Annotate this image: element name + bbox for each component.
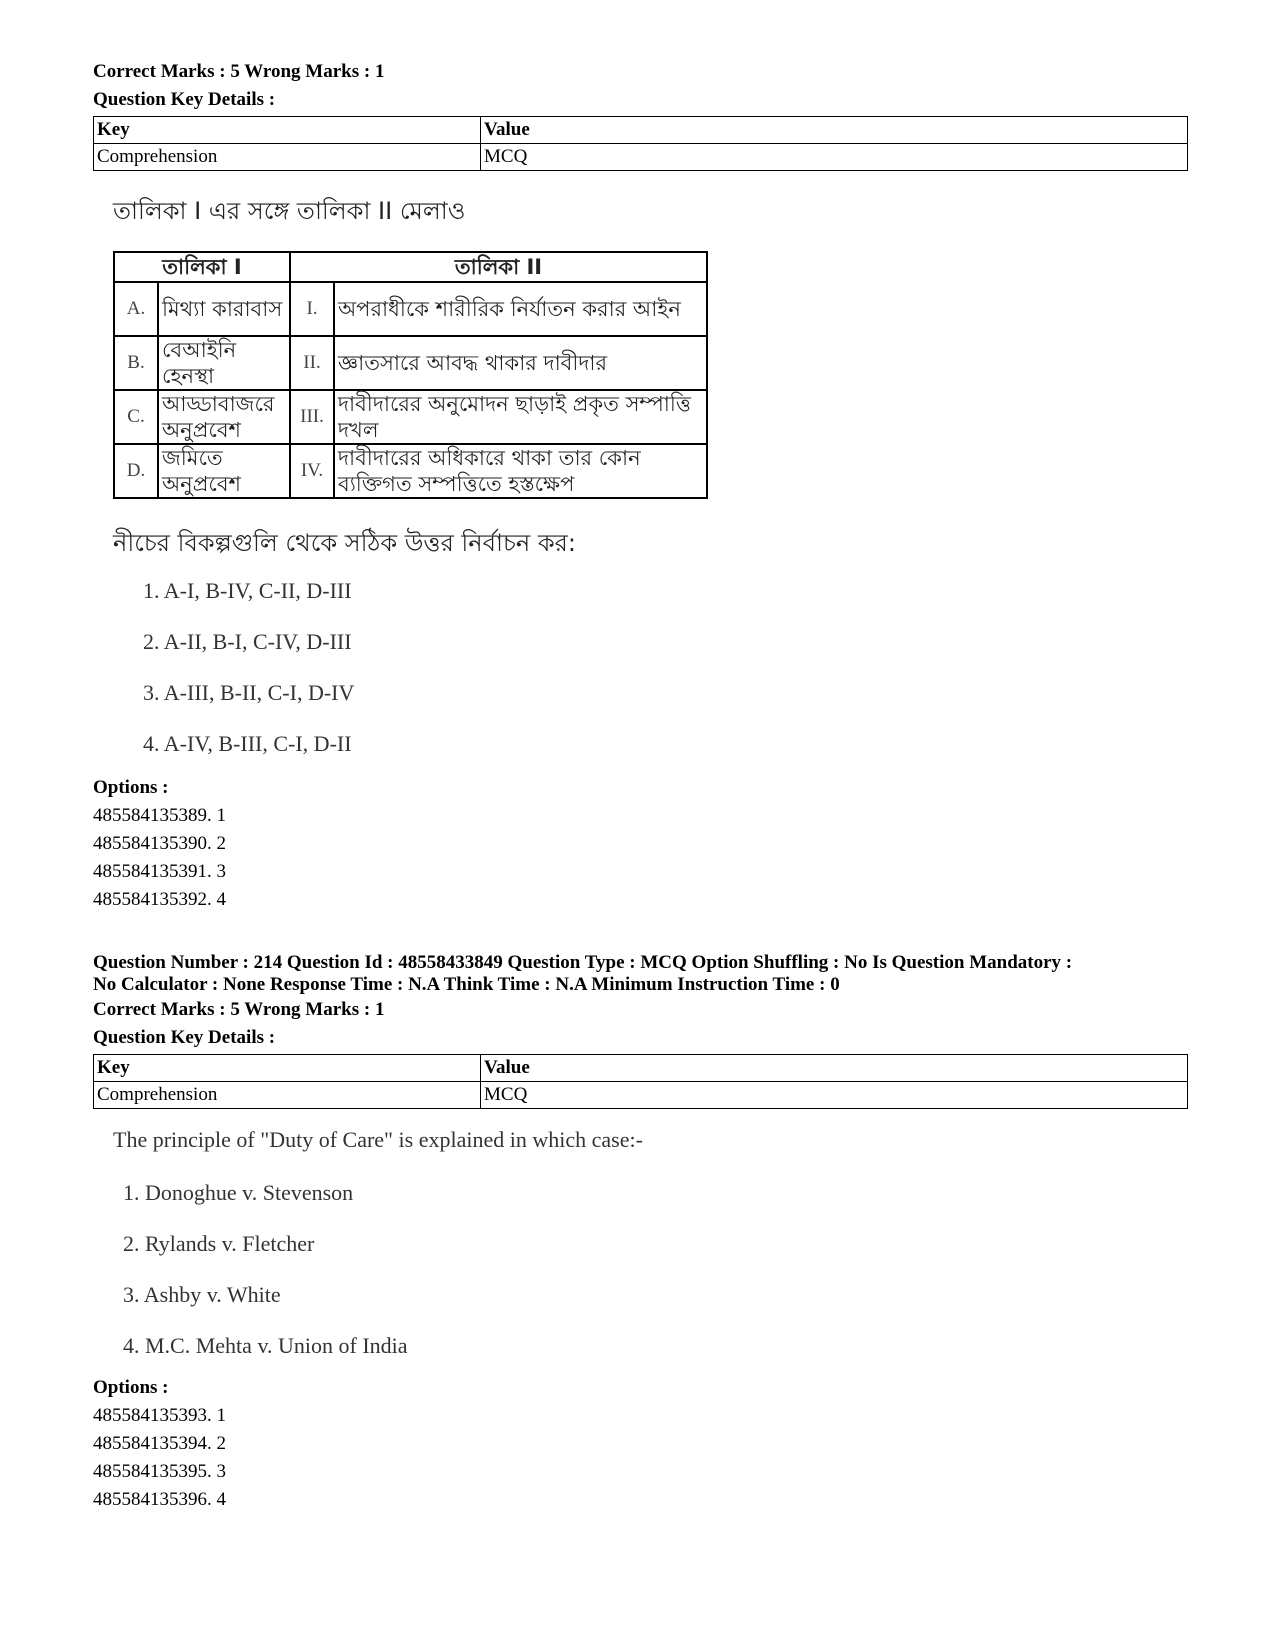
list-2-item: দাবীদারের অনুমোদন ছাড়াই প্রকৃত সম্পাত্তি দখল [334,390,707,444]
question-instruction: তালিকা I এর সঙ্গে তালিকা II মেলাও [113,197,466,225]
answer-choice: 2. A-II, B-I, C-IV, D-III [143,629,352,654]
row-label: I. [290,282,334,336]
row-label: B. [114,336,158,390]
list-1-item: জমিতে অনুপ্রবেশ [158,444,290,498]
answer-choice: 3. A-III, B-II, C-I, D-IV [143,680,355,705]
answer-choice: 1. Donoghue v. Stevenson [123,1180,354,1205]
question-214 [93,952,1193,1514]
answer-choice: 4. M.C. Mehta v. Union of India [123,1333,408,1358]
option-item: 485584135396. 4 [93,1489,226,1510]
row-label: A. [114,282,158,336]
option-item: 485584135393. 1 [93,1405,226,1426]
question-image [113,193,1193,756]
row-label: IV. [290,444,334,498]
key-details-label: Question Key Details : [93,89,276,110]
list-1-header: তালিকা I [114,252,290,282]
key-details-table [93,116,1188,171]
match-table [113,251,708,499]
answer-choice: 3. Ashby v. White [123,1282,281,1307]
key-details-table [93,1054,1188,1109]
value-cell: MCQ [481,1082,1188,1109]
option-item: 485584135394. 2 [93,1433,226,1454]
value-cell: MCQ [481,144,1188,171]
question-header: Question Number : 214 Question Id : 48558433849 Question Type : MCQ Option Shuffling : No Is Question Mandatory : [93,952,1073,973]
answer-choice: 4. A-IV, B-III, C-I, D-II [143,731,352,756]
question-header: No Calculator : None Response Time : N.A Think Time : N.A Minimum Instruction Time : 0 [93,974,840,995]
option-item: 485584135395. 3 [93,1461,226,1482]
key-details-label: Question Key Details : [93,1027,276,1048]
row-label: II. [290,336,334,390]
key-cell: Comprehension [94,1082,481,1109]
list-1-item: মিথ্যা কারাবাস [158,282,290,336]
value-header: Value [481,117,1188,144]
list-2-item: দাবীদারের অধিকারে থাকা তার কোন ব্যক্তিগত সম্পত্তিতে হস্তক্ষেপ [334,444,707,498]
list-1-item: বেআইনি হেনস্থা [158,336,290,390]
value-header: Value [481,1055,1188,1082]
marks-line: Correct Marks : 5 Wrong Marks : 1 [93,61,385,82]
list-1-item: আড্ডাবাজরে অনুপ্রবেশ [158,390,290,444]
option-item: 485584135390. 2 [93,833,226,854]
option-item: 485584135392. 4 [93,889,226,910]
choose-instruction: নীচের বিকল্পগুলি থেকে সঠিক উত্তর নির্বাচন কর: [113,529,576,557]
options-label: Options : [93,777,169,798]
row-label: C. [114,390,158,444]
option-item: 485584135389. 1 [93,805,226,826]
row-label: III. [290,390,334,444]
options-label: Options : [93,1377,169,1398]
key-cell: Comprehension [94,144,481,171]
options-list [93,774,1193,914]
key-header: Key [94,1055,481,1082]
key-header: Key [94,117,481,144]
document-page [93,58,1193,1514]
marks-line: Correct Marks : 5 Wrong Marks : 1 [93,999,385,1020]
options-list [93,1374,1193,1514]
answer-choice: 2. Rylands v. Fletcher [123,1231,315,1256]
list-2-item: অপরাধীকে শারীরিক নির্যাতন করার আইন [334,282,707,336]
question-text: The principle of "Duty of Care" is explained in which case:- [113,1127,643,1152]
list-2-item: জ্ঞাতসারে আবদ্ধ থাকার দাবীদার [334,336,707,390]
list-2-header: তালিকা II [290,252,707,282]
row-label: D. [114,444,158,498]
option-item: 485584135391. 3 [93,861,226,882]
answer-choice: 1. A-I, B-IV, C-II, D-III [143,578,352,603]
